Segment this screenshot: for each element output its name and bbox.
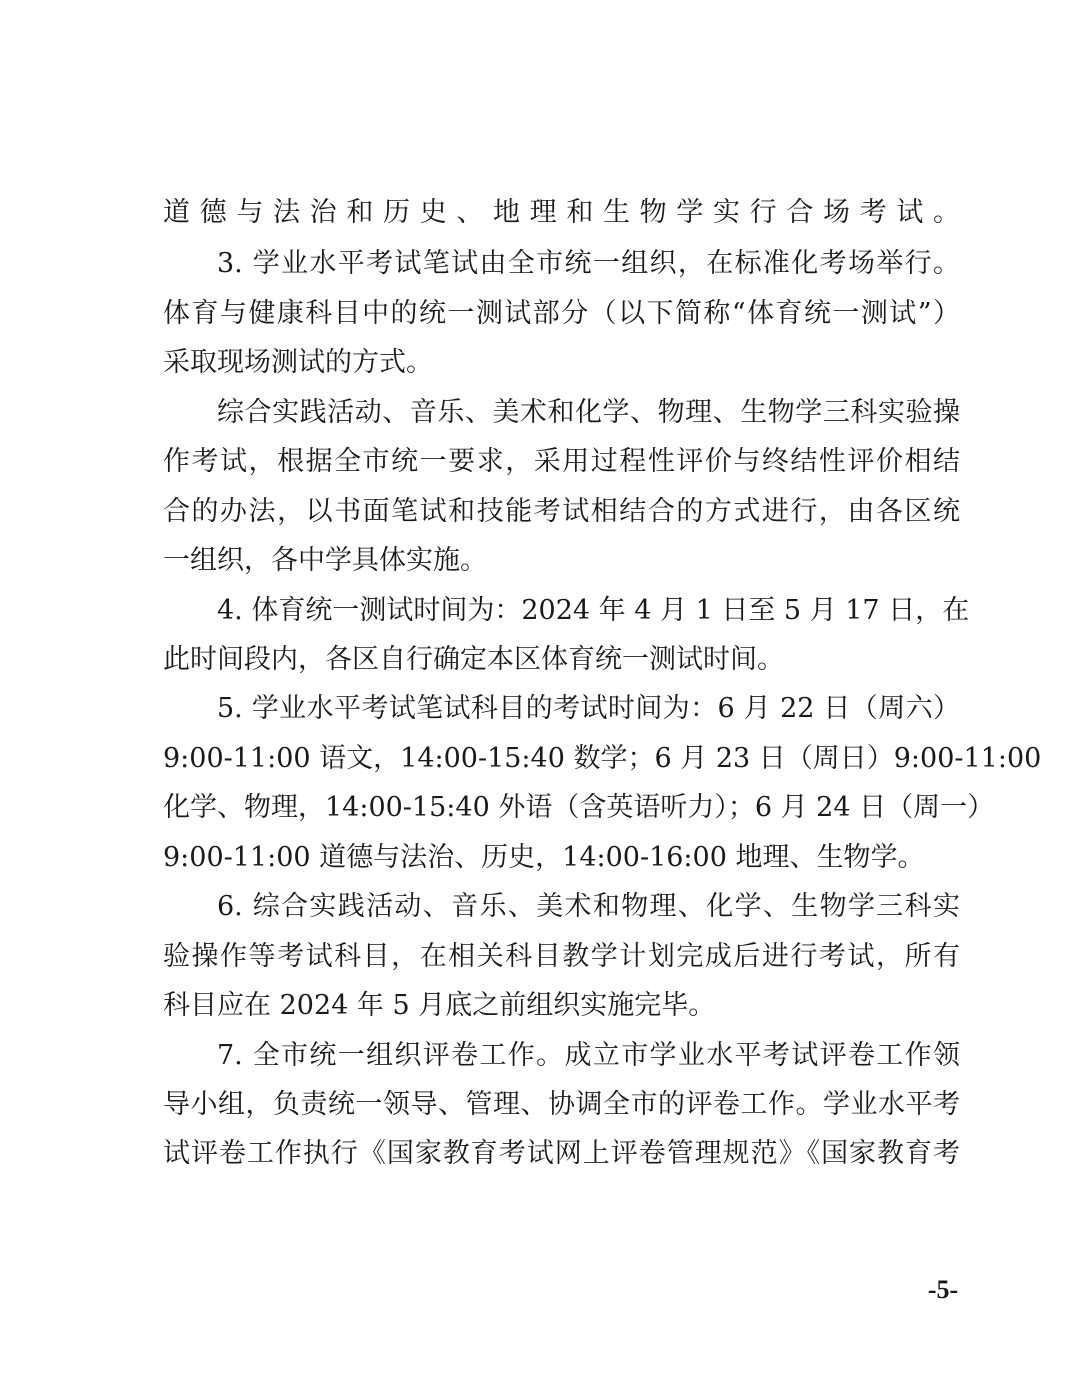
text-line: 体育与健康科目中的统一测试部分（以下简称“体育统一测试”） <box>163 298 960 329</box>
text-line: 此时间段内，各区自行确定本区体育统一测试时间。 <box>163 644 784 675</box>
text-line: 9:00-11:00 语文，14:00-15:40 数学；6 月 23 日（周日）9:00-11:00 <box>163 743 1042 774</box>
text-line: 5. 学业水平考试笔试科目的考试时间为：6 月 22 日（周六） <box>217 693 960 724</box>
text-line: 化学、物理，14:00-15:40 外语（含英语听力）；6 月 24 日（周一） <box>163 792 995 823</box>
text-line: 综合实践活动、音乐、美术和化学、物理、生物学三科实验操 <box>217 397 960 428</box>
text-line: 7. 全市统一组织评卷工作。成立市学业水平考试评卷工作领 <box>217 1040 960 1071</box>
text-line: 合的办法，以书面笔试和技能考试相结合的方式进行，由各区统 <box>163 496 960 527</box>
page-number: -5- <box>927 1275 959 1304</box>
text-line: 科目应在 2024 年 5 月底之前组织实施完毕。 <box>163 990 716 1021</box>
text-line: 9:00-11:00 道德与法治、历史，14:00-16:00 地理、生物学。 <box>163 842 925 873</box>
text-line: 道德与法治和历史、地理和生物学实行合场考试。 <box>163 197 960 228</box>
text-line: 作考试，根据全市统一要求，采用过程性评价与终结性评价相结 <box>163 446 960 477</box>
text-line: 导小组，负责统一领导、管理、协调全市的评卷工作。学业水平考 <box>163 1089 960 1120</box>
text-line: 3. 学业水平考试笔试由全市统一组织，在标准化考场举行。 <box>217 248 960 279</box>
text-line: 试评卷工作执行《国家教育考试网上评卷管理规范》《国家教育考 <box>163 1138 960 1169</box>
text-line: 验操作等考试科目，在相关科目教学计划完成后进行考试，所有 <box>163 941 960 972</box>
text-line: 采取现场测试的方式。 <box>163 347 433 378</box>
text-line: 4. 体育统一测试时间为：2024 年 4 月 1 日至 5 月 17 日，在 <box>217 595 970 626</box>
text-line: 6. 综合实践活动、音乐、美术和物理、化学、生物学三科实 <box>217 891 960 922</box>
text-line: 一组织，各中学具体实施。 <box>163 545 487 576</box>
